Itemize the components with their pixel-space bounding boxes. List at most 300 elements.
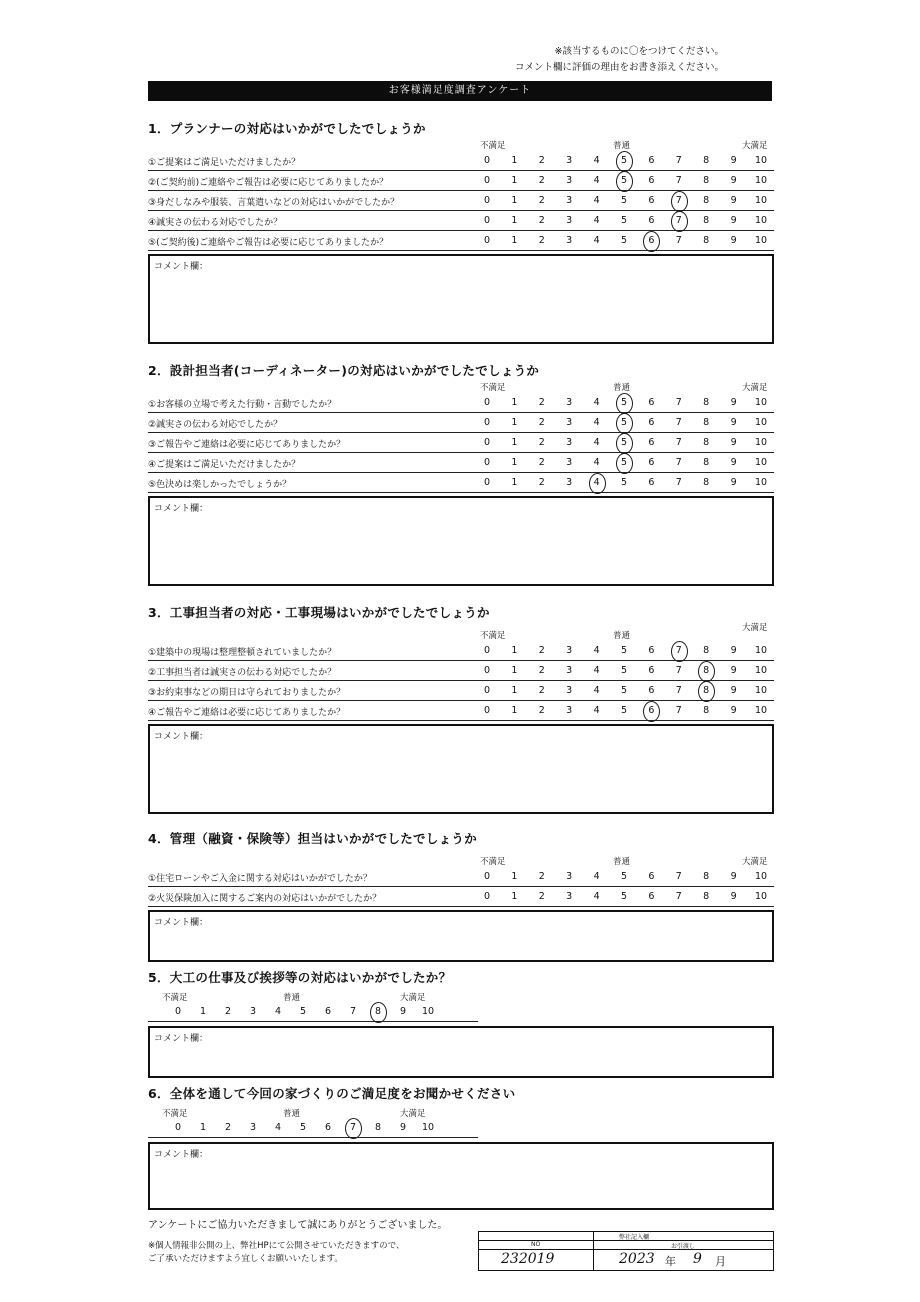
rating-option[interactable]: 3 — [566, 705, 573, 716]
rating-option-selected[interactable]: 7 — [668, 195, 690, 206]
month-unit: 月 — [715, 1255, 726, 1268]
question-row — [148, 681, 774, 701]
rating-option[interactable]: 6 — [648, 477, 655, 488]
rating-option[interactable]: 7 — [675, 685, 682, 696]
question-text: ①ご提案はご満足いただけましたか？ — [148, 158, 301, 168]
rating-option[interactable]: 3 — [566, 645, 573, 656]
instruction-line-1: ※該当するものに〇をつけてください。 — [554, 46, 724, 57]
rating-option[interactable]: 5 — [620, 195, 628, 206]
rating-option[interactable]: 1 — [199, 1122, 207, 1133]
rating-option[interactable]: 1 — [511, 645, 518, 656]
rating-option[interactable]: 5 — [620, 705, 628, 716]
rating-option[interactable]: 1 — [511, 705, 518, 716]
rating-option[interactable]: 0 — [483, 891, 491, 902]
scale-low-label: 不満足 — [162, 993, 188, 1003]
rating-option[interactable]: 10 — [754, 397, 768, 408]
scale-low-label: 不満足 — [480, 857, 506, 867]
rating-option[interactable]: 7 — [675, 891, 682, 902]
rating-option[interactable]: 0 — [483, 665, 491, 676]
rating-option[interactable]: 4 — [593, 235, 600, 246]
rating-option[interactable]: 8 — [703, 215, 710, 226]
rating-option[interactable]: 9 — [399, 1122, 407, 1133]
rating-option[interactable]: 6 — [648, 397, 655, 408]
scale-high-label: 大満足 — [742, 383, 768, 393]
question-row — [148, 191, 774, 211]
rating-option[interactable]: 1 — [511, 891, 518, 902]
section-title: 1．プランナーの対応はいかがでしたでしょうか — [148, 121, 426, 136]
question-row — [148, 413, 774, 433]
rating-option[interactable]: 8 — [703, 195, 710, 206]
rating-option[interactable]: 9 — [730, 685, 737, 696]
comment-label: コメント欄： — [154, 504, 209, 514]
rating-option-selected[interactable]: 8 — [367, 1006, 389, 1017]
rating-option[interactable]: 0 — [483, 477, 491, 488]
rating-option[interactable]: 1 — [511, 397, 518, 408]
rating-option[interactable]: 1 — [511, 175, 518, 186]
section-management — [148, 829, 774, 962]
question-text: ②工事担当者は誠実さの伝わる対応でしたか？ — [148, 668, 337, 678]
question-row — [148, 641, 774, 661]
rating-option-selected[interactable]: 8 — [695, 665, 717, 676]
rating-option[interactable]: 5 — [299, 1122, 307, 1133]
rating-option[interactable]: 9 — [730, 155, 737, 166]
comment-label: コメント欄： — [154, 1034, 209, 1044]
instructions — [515, 44, 724, 76]
scale-mid-label: 普通 — [283, 993, 301, 1003]
scale-header — [148, 847, 774, 867]
rating-option[interactable]: 4 — [593, 437, 600, 448]
question-text: ②(ご契約前)ご連絡やご報告は必要に応じてありましたか？ — [148, 178, 389, 188]
rating-option[interactable]: 3 — [566, 685, 573, 696]
rating-option[interactable]: 3 — [566, 235, 573, 246]
rating-option[interactable]: 9 — [730, 397, 737, 408]
stamp-divider — [593, 1232, 594, 1270]
rating-option[interactable]: 1 — [199, 1006, 207, 1017]
rating-option[interactable]: 2 — [538, 477, 545, 488]
scale-header — [148, 986, 774, 1002]
rating-option-selected[interactable]: 5 — [613, 155, 635, 166]
scale-low-label: 不満足 — [480, 631, 506, 641]
rating-option[interactable]: 0 — [483, 175, 491, 186]
section-title: 6．全体を通して今回の家づくりのご満足度をお聞かせください — [148, 1086, 516, 1101]
rating-option[interactable]: 0 — [174, 1122, 182, 1133]
question-row — [148, 211, 774, 231]
rating-option[interactable]: 6 — [648, 665, 655, 676]
rating-option[interactable]: 10 — [754, 891, 768, 902]
instruction-line-2: コメント欄に評価の理由をお書き添えください。 — [514, 62, 724, 73]
rating-option[interactable]: 3 — [566, 417, 573, 428]
rating-option[interactable]: 10 — [754, 235, 768, 246]
handover-label: お引渡し — [671, 1243, 696, 1250]
rating-option[interactable]: 4 — [274, 1006, 282, 1017]
handover-year: 2023 — [619, 1251, 655, 1267]
rating-option-selected[interactable]: 5 — [613, 457, 635, 468]
question-list — [148, 393, 774, 493]
rating-option[interactable]: 3 — [249, 1122, 257, 1133]
rating-option[interactable]: 10 — [754, 871, 768, 882]
rating-option[interactable]: 6 — [324, 1006, 332, 1017]
rating-option[interactable]: 2 — [538, 705, 545, 716]
question-text: ③ご報告やご連絡は必要に応じてありましたか？ — [148, 440, 346, 450]
question-row — [148, 453, 774, 473]
rating-option[interactable]: 3 — [566, 215, 573, 226]
question-text: ④ご報告やご連絡は必要に応じてありましたか？ — [148, 708, 346, 718]
question-text: ③お約束事などの期日は守られておりましたか？ — [148, 688, 346, 698]
rating-option[interactable]: 7 — [675, 175, 682, 186]
rating-option[interactable]: 5 — [620, 665, 628, 676]
rating-option[interactable]: 0 — [483, 195, 491, 206]
rating-option[interactable]: 3 — [566, 195, 573, 206]
rating-option-selected[interactable]: 6 — [640, 235, 662, 246]
rating-option[interactable]: 8 — [703, 477, 710, 488]
rating-option[interactable]: 0 — [483, 417, 491, 428]
comment-label: コメント欄： — [154, 918, 209, 928]
rating-option-selected[interactable]: 7 — [342, 1122, 364, 1133]
rating-option[interactable]: 4 — [593, 155, 600, 166]
question-text: ①お客様の立場で考えた行動・言動でしたか？ — [148, 400, 337, 410]
rating-option[interactable]: 10 — [754, 645, 768, 656]
rating-option[interactable]: 8 — [703, 891, 710, 902]
scale-low-label: 不満足 — [480, 141, 506, 151]
rating-option[interactable]: 8 — [374, 1122, 382, 1133]
rating-option[interactable]: 2 — [538, 235, 545, 246]
rating-option[interactable]: 9 — [730, 891, 737, 902]
rating-option-selected[interactable]: 5 — [613, 417, 635, 428]
rating-option[interactable]: 9 — [730, 665, 737, 676]
question-row — [148, 433, 774, 453]
record-number: 232019 — [501, 1251, 555, 1267]
rating-option[interactable]: 5 — [620, 477, 628, 488]
rating-option[interactable]: 6 — [648, 457, 655, 468]
rating-option[interactable]: 8 — [703, 705, 710, 716]
rating-option[interactable]: 3 — [566, 457, 573, 468]
section-planner — [148, 119, 774, 344]
scale-header — [148, 1102, 774, 1118]
rating-option[interactable]: 3 — [566, 155, 573, 166]
rating-option[interactable]: 9 — [730, 417, 737, 428]
rating-option[interactable]: 4 — [593, 891, 600, 902]
rating-option[interactable]: 10 — [754, 665, 768, 676]
rating-option[interactable]: 4 — [593, 871, 600, 882]
rating-option[interactable]: 0 — [483, 705, 491, 716]
rating-option[interactable]: 4 — [593, 417, 600, 428]
rating-option[interactable]: 5 — [620, 891, 628, 902]
rating-option[interactable]: 10 — [754, 457, 768, 468]
rating-option-selected[interactable]: 5 — [613, 175, 635, 186]
rating-option[interactable]: 8 — [703, 871, 710, 882]
scale-low-label: 不満足 — [480, 383, 506, 393]
question-text: ①住宅ローンやご入金に関する対応はいかがでしたか？ — [148, 874, 372, 884]
rating-option-selected[interactable]: 8 — [695, 685, 717, 696]
question-list — [148, 867, 774, 907]
rating-option[interactable]: 9 — [730, 215, 737, 226]
rating-option[interactable]: 3 — [566, 477, 573, 488]
rating-option[interactable]: 2 — [538, 155, 545, 166]
question-text: ④誠実さの伝わる対応でしたか？ — [148, 218, 283, 228]
rating-option[interactable]: 6 — [324, 1122, 332, 1133]
question-row — [148, 231, 774, 251]
rating-option[interactable]: 0 — [483, 457, 491, 468]
rating-option[interactable]: 4 — [274, 1122, 282, 1133]
rating-option[interactable]: 3 — [566, 891, 573, 902]
rating-option[interactable]: 7 — [675, 235, 682, 246]
rating-option[interactable]: 2 — [538, 891, 545, 902]
rating-option[interactable]: 6 — [648, 155, 655, 166]
rating-option[interactable]: 0 — [483, 685, 491, 696]
rating-option[interactable]: 1 — [511, 477, 518, 488]
scale-mid-label: 普通 — [283, 1109, 301, 1119]
rating-option[interactable]: 1 — [511, 215, 518, 226]
rating-option[interactable]: 7 — [675, 457, 682, 468]
rating-option[interactable]: 10 — [421, 1006, 435, 1017]
rating-option[interactable]: 1 — [511, 685, 518, 696]
comment-label: コメント欄： — [154, 262, 209, 272]
office-use-label-row — [479, 1241, 773, 1250]
rating-option-selected[interactable]: 4 — [586, 477, 608, 488]
rating-option[interactable]: 0 — [483, 437, 491, 448]
rating-option[interactable]: 0 — [483, 397, 491, 408]
rating-option[interactable]: 4 — [593, 195, 600, 206]
question-row — [148, 867, 774, 887]
rating-option[interactable]: 6 — [648, 871, 655, 882]
section-designer — [148, 361, 774, 586]
rating-option[interactable]: 0 — [174, 1006, 182, 1017]
rating-option[interactable]: 10 — [754, 215, 768, 226]
rating-option[interactable]: 4 — [593, 685, 600, 696]
no-label: NO — [531, 1241, 541, 1248]
rating-option[interactable]: 7 — [675, 155, 682, 166]
comment-box[interactable] — [148, 1142, 774, 1210]
rating-option[interactable]: 1 — [511, 417, 518, 428]
section-title: 3．工事担当者の対応・工事現場はいかがでしたでしょうか — [148, 605, 490, 620]
rating-option[interactable]: 1 — [511, 235, 518, 246]
rating-option[interactable]: 9 — [730, 195, 737, 206]
rating-option[interactable]: 10 — [754, 685, 768, 696]
rating-option[interactable]: 8 — [703, 417, 710, 428]
rating-option[interactable]: 2 — [224, 1006, 232, 1017]
rating-option[interactable]: 9 — [730, 235, 737, 246]
survey-banner: お客様満足度調査アンケート — [148, 81, 772, 101]
rating-option[interactable]: 2 — [538, 215, 545, 226]
question-text: ③身だしなみや服装、言葉遣いなどの対応はいかがでしたか？ — [148, 198, 400, 208]
rating-option[interactable]: 8 — [703, 175, 710, 186]
section-title: 4．管理（融資・保険等）担当はいかがでしたでしょうか — [148, 831, 477, 846]
rating-option[interactable]: 5 — [620, 235, 628, 246]
rating-option[interactable]: 7 — [675, 665, 682, 676]
rating-option[interactable]: 7 — [675, 705, 682, 716]
rating-option-selected[interactable]: 5 — [613, 437, 635, 448]
year-unit: 年 — [665, 1255, 676, 1268]
rating-option[interactable]: 9 — [730, 477, 737, 488]
rating-option[interactable]: 1 — [511, 871, 518, 882]
privacy-note-line-2: ご了承いただけますよう宜しくお願いいたします。 — [148, 1254, 343, 1264]
question-text: ④ご提案はご満足いただけましたか？ — [148, 460, 301, 470]
rating-option[interactable]: 10 — [754, 195, 768, 206]
question-row — [148, 171, 774, 191]
rating-option[interactable]: 8 — [703, 235, 710, 246]
rating-option[interactable]: 3 — [566, 437, 573, 448]
section-construction — [148, 603, 774, 814]
rating-option[interactable]: 3 — [566, 665, 573, 676]
rating-option[interactable]: 5 — [620, 871, 628, 882]
question-text: ⑤(ご契約後)ご連絡やご報告は必要に応じてありましたか？ — [148, 238, 389, 248]
section-carpenter — [148, 968, 774, 1078]
rating-option[interactable]: 10 — [754, 155, 768, 166]
rating-option[interactable]: 7 — [675, 871, 682, 882]
question-row — [148, 473, 774, 493]
question-text: ②誠実さの伝わる対応でしたか？ — [148, 420, 283, 430]
comment-box[interactable] — [148, 254, 774, 344]
rating-option[interactable]: 9 — [399, 1006, 407, 1017]
scale-header — [148, 621, 774, 641]
rating-option[interactable]: 7 — [349, 1006, 357, 1017]
question-row — [148, 661, 774, 681]
rating-option[interactable]: 0 — [483, 645, 491, 656]
rating-option-selected[interactable]: 5 — [613, 397, 635, 408]
rating-option[interactable]: 1 — [511, 195, 518, 206]
question-text: ②火災保険加入に関するご案内の対応はいかがでしたか？ — [148, 894, 382, 904]
rating-option[interactable]: 3 — [249, 1006, 257, 1017]
comment-box[interactable] — [148, 910, 774, 962]
rating-option[interactable]: 8 — [703, 397, 710, 408]
rating-option[interactable]: 9 — [730, 645, 737, 656]
question-list — [148, 151, 774, 251]
rating-option[interactable]: 2 — [538, 457, 545, 468]
comment-label: コメント欄： — [154, 1150, 209, 1160]
rating-option[interactable]: 8 — [703, 457, 710, 468]
rating-option[interactable]: 3 — [566, 175, 573, 186]
rating-option[interactable]: 2 — [538, 645, 545, 656]
rating-option[interactable]: 4 — [593, 175, 600, 186]
rating-option[interactable]: 8 — [703, 645, 710, 656]
rating-option[interactable]: 5 — [620, 215, 628, 226]
rating-option[interactable]: 0 — [483, 871, 491, 882]
rating-option[interactable]: 4 — [593, 705, 600, 716]
rating-option[interactable]: 2 — [538, 195, 545, 206]
rating-option[interactable]: 4 — [593, 215, 600, 226]
rating-option[interactable]: 6 — [648, 195, 655, 206]
rating-option[interactable]: 6 — [648, 437, 655, 448]
privacy-note-line-1: ※個人情報非公開の上、弊社HPにて公開させていただきますので、 — [148, 1241, 405, 1251]
rating-option[interactable]: 1 — [511, 457, 518, 468]
scale-low-label: 不満足 — [162, 1109, 188, 1119]
scale-mid-label: 普通 — [613, 383, 631, 393]
rating-option[interactable]: 2 — [538, 665, 545, 676]
rating-option[interactable]: 1 — [511, 155, 518, 166]
rating-option[interactable]: 10 — [754, 175, 768, 186]
rating-option[interactable]: 9 — [730, 871, 737, 882]
rating-option[interactable]: 10 — [754, 477, 768, 488]
question-row — [148, 151, 774, 171]
rating-option[interactable]: 0 — [483, 215, 491, 226]
rating-option[interactable]: 9 — [730, 457, 737, 468]
rating-option[interactable]: 6 — [648, 215, 655, 226]
rating-option[interactable]: 6 — [648, 175, 655, 186]
scale-mid-label: 普通 — [613, 631, 631, 641]
question-row — [148, 701, 774, 721]
rating-option[interactable]: 2 — [538, 437, 545, 448]
rating-option[interactable]: 6 — [648, 417, 655, 428]
rating-option-selected[interactable]: 7 — [668, 645, 690, 656]
rating-option[interactable]: 1 — [511, 665, 518, 676]
rating-option[interactable]: 2 — [538, 871, 545, 882]
rating-option[interactable]: 5 — [620, 645, 628, 656]
scale-high-label: 大満足 — [742, 623, 768, 633]
rating-option[interactable]: 0 — [483, 235, 491, 246]
rating-option[interactable]: 10 — [754, 437, 768, 448]
rating-option[interactable]: 4 — [593, 397, 600, 408]
comment-box[interactable] — [148, 724, 774, 814]
rating-option[interactable]: 2 — [538, 417, 545, 428]
scale-header — [148, 379, 774, 393]
rating-option[interactable]: 5 — [299, 1006, 307, 1017]
scale-mid-label: 普通 — [613, 857, 631, 867]
rating-option[interactable]: 2 — [538, 685, 545, 696]
rating-option[interactable]: 9 — [730, 175, 737, 186]
rating-option[interactable]: 9 — [730, 705, 737, 716]
rating-option[interactable]: 10 — [754, 705, 768, 716]
comment-box[interactable] — [148, 1026, 774, 1078]
scale-high-label: 大満足 — [742, 141, 768, 151]
rating-option-selected[interactable]: 6 — [640, 705, 662, 716]
rating-option[interactable]: 3 — [566, 871, 573, 882]
rating-option[interactable]: 8 — [703, 437, 710, 448]
scale-mid-label: 普通 — [613, 141, 631, 151]
rating-option[interactable]: 6 — [648, 891, 655, 902]
section-title: 5．大工の仕事及び挨拶等の対応はいかがでしたか？ — [148, 970, 452, 985]
privacy-note — [148, 1240, 404, 1266]
rating-option[interactable]: 0 — [483, 155, 491, 166]
office-use-box — [478, 1231, 774, 1271]
question-text: ⑤色決めは楽しかったでしょうか？ — [148, 480, 292, 490]
rating-option[interactable]: 3 — [566, 397, 573, 408]
office-use-header-row — [479, 1232, 773, 1241]
rating-option[interactable]: 6 — [648, 645, 655, 656]
rating-option[interactable]: 10 — [754, 417, 768, 428]
thanks-message: アンケートにご協力いただきまして誠にありがとうございました。 — [148, 1220, 448, 1231]
rating-option[interactable]: 5 — [620, 685, 628, 696]
question-list — [148, 641, 774, 721]
handover-month: 9 — [693, 1251, 702, 1267]
rating-option[interactable]: 7 — [675, 397, 682, 408]
comment-label: コメント欄： — [154, 732, 209, 742]
rating-option[interactable]: 9 — [730, 437, 737, 448]
scale-high-label: 大満足 — [742, 857, 768, 867]
comment-box[interactable] — [148, 496, 774, 586]
question-row — [148, 393, 774, 413]
rating-row — [148, 1118, 478, 1138]
rating-option[interactable]: 7 — [675, 417, 682, 428]
rating-option[interactable]: 7 — [675, 477, 682, 488]
rating-option[interactable]: 8 — [703, 155, 710, 166]
rating-option[interactable]: 1 — [511, 437, 518, 448]
rating-option[interactable]: 2 — [538, 397, 545, 408]
rating-option[interactable]: 4 — [593, 645, 600, 656]
rating-option[interactable]: 2 — [538, 175, 545, 186]
rating-row — [148, 1002, 478, 1022]
rating-option[interactable]: 7 — [675, 437, 682, 448]
rating-option-selected[interactable]: 7 — [668, 215, 690, 226]
question-text: ①建築中の現場は整理整頓されていましたか？ — [148, 648, 337, 658]
rating-option[interactable]: 2 — [224, 1122, 232, 1133]
rating-option[interactable]: 4 — [593, 457, 600, 468]
scale-high-label: 大満足 — [400, 1109, 426, 1119]
section-title: 2．設計担当者(コーディネーター)の対応はいかがでしたでしょうか — [148, 363, 540, 378]
rating-option[interactable]: 10 — [421, 1122, 435, 1133]
rating-option[interactable]: 6 — [648, 685, 655, 696]
section-overall — [148, 1084, 774, 1210]
rating-option[interactable]: 4 — [593, 665, 600, 676]
